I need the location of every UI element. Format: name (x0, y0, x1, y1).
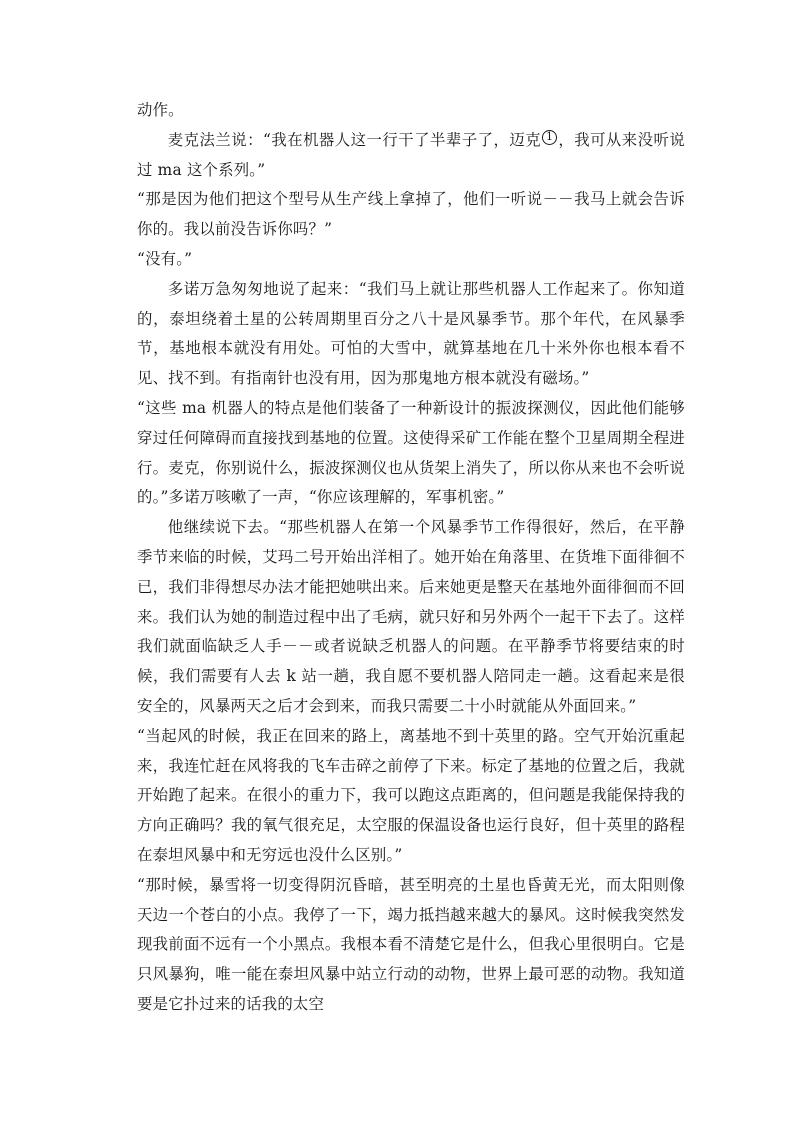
paragraph: “这些 ma 机器人的特点是他们装备了一种新设计的振波探测仪，因此他们能够穿过任何障碍而直接找到基地的位置。这使得采矿工作能在整个卫星周期全程进行。麦克，你别说什么，振波探测仪也从货架上消失了，所以你从来也不会听说的。”多诺万咳嗽了一声，“你应该理解的，军事机密。” (137, 398, 685, 507)
footnote-marker-icon: 1 (542, 130, 557, 145)
paragraph: “当起风的时候，我正在回来的路上，离基地不到十英里的路。空气开始沉重起来，我连忙赶在风将我的飞车击碎之前停了下来。标定了基地的位置之后，我就开始跑了起来。在很小的重力下，我可以跑这点距离的，但问题是我能保持我的方向正确吗？我的氧气很充足，太空服的保温设备也运行良好，但十英里的路程在泰坦风暴中和无穷远也没什么区别。” (137, 726, 685, 864)
paragraph: 动作。 (137, 101, 184, 119)
paragraph: “没有。” (137, 249, 193, 268)
paragraph-text: 麦克法兰说：“我在机器人这一行干了半辈子了，迈克 (167, 130, 542, 149)
paragraph: 他继续说下去。“那些机器人在第一个风暴季节工作得很好，然后，在平静季节来临的时候，艾玛二号开始出洋相了。她开始在角落里、在货堆下面徘徊不已，我们非得想尽办法才能把她哄出来。后来她更是整天在基地外面徘徊而不回来。我们认为她的制造过程中出了毛病，就只好和另外两个一起干下去了。这样我们就面临缺乏人手－－或者说缺乏机器人的问题。在平静季节将要结束的时候，我们需要有人去 k 站一趟，我自愿不要机器人陪同走一趟。这看起来是很安全的，风暴两天之后才会到来，而我只需要二十小时就能从外面回来。” (137, 518, 685, 715)
paragraph: 多诺万急匆匆地说了起来：“我们马上就让那些机器人工作起来了。你知道的，泰坦绕着土星的公转周期里百分之八十是风暴季节。那个年代，在风暴季节，基地根本就没有用处。可怕的大雪中，就算基地在几十米外你也根本看不见、找不到。有指南针也没有用，因为那鬼地方根本就没有磁场。” (137, 279, 685, 388)
paragraph: “那时候，暴雪将一切变得阴沉昏暗，甚至明亮的土星也昏黄无光，而太阳则像天边一个苍白的小点。我停了一下，竭力抵挡越来越大的暴风。这时候我突然发现我前面不远有一个小黑点。我根本看不清楚它是什么，但我心里很明白。它是只风暴狗，唯一能在泰坦风暴中站立行动的动物，世界上最可恶的动物。我知道要是它扑过来的话我的太空 (137, 875, 685, 1013)
body-text (137, 96, 685, 1020)
paragraph-text: ，我可从来没听说过 ma 这个系列。” (137, 130, 685, 179)
paragraph (137, 126, 685, 186)
paragraph: “那是因为他们把这个型号从生产线上拿掉了，他们一听说－－我马上就会告诉你的。我以前没告诉你吗？” (137, 190, 685, 239)
